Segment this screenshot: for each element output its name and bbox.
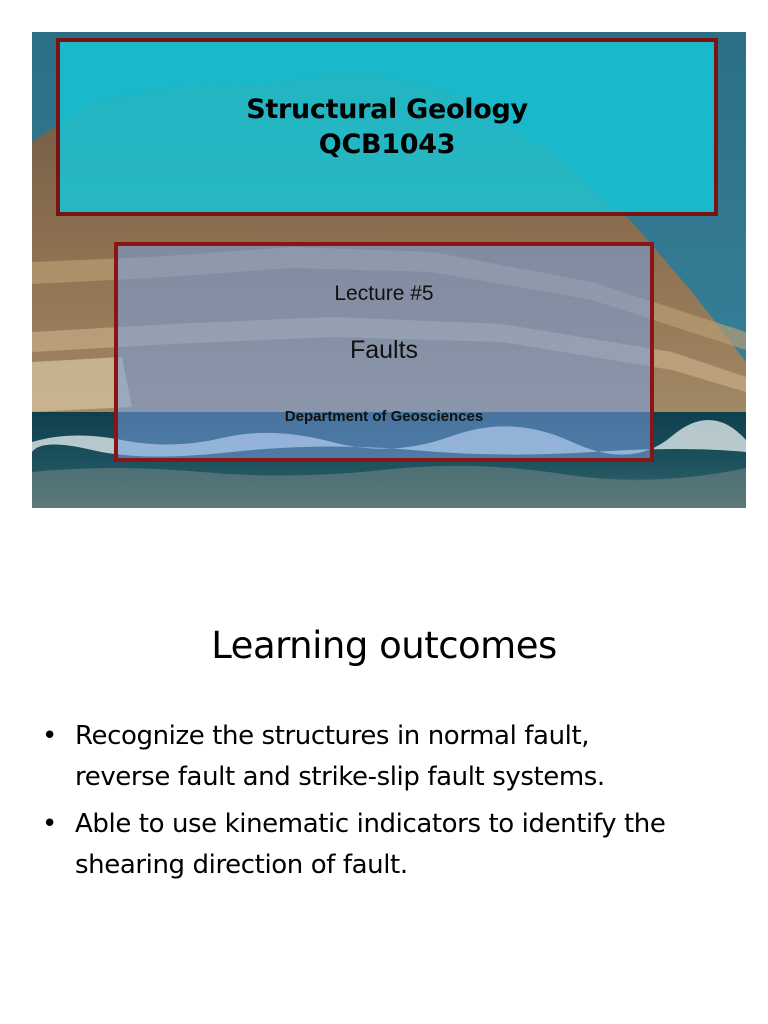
list-item <box>40 804 740 886</box>
list-item <box>40 716 740 798</box>
department-name: Department of Geosciences <box>284 408 484 425</box>
list-item-line: shearing direction of fault. <box>75 850 408 880</box>
lecture-number: Lecture #5 <box>334 282 434 305</box>
title-box <box>56 38 718 216</box>
bullet-icon: • <box>42 721 57 751</box>
bullet-icon: • <box>42 809 57 839</box>
list-item-line: reverse fault and strike-slip fault systems. <box>75 762 605 792</box>
title-slide <box>32 32 746 508</box>
course-code: QCB1043 <box>318 129 456 160</box>
subtitle-box <box>114 242 654 462</box>
learning-outcomes-list <box>40 716 740 892</box>
list-item-line: Recognize the structures in normal fault, <box>75 721 590 751</box>
learning-outcomes-heading: Learning outcomes <box>211 624 557 667</box>
lecture-topic: Faults <box>349 336 419 364</box>
list-item-line: Able to use kinematic indicators to identify the <box>75 809 666 839</box>
course-title: Structural Geology <box>246 93 528 125</box>
